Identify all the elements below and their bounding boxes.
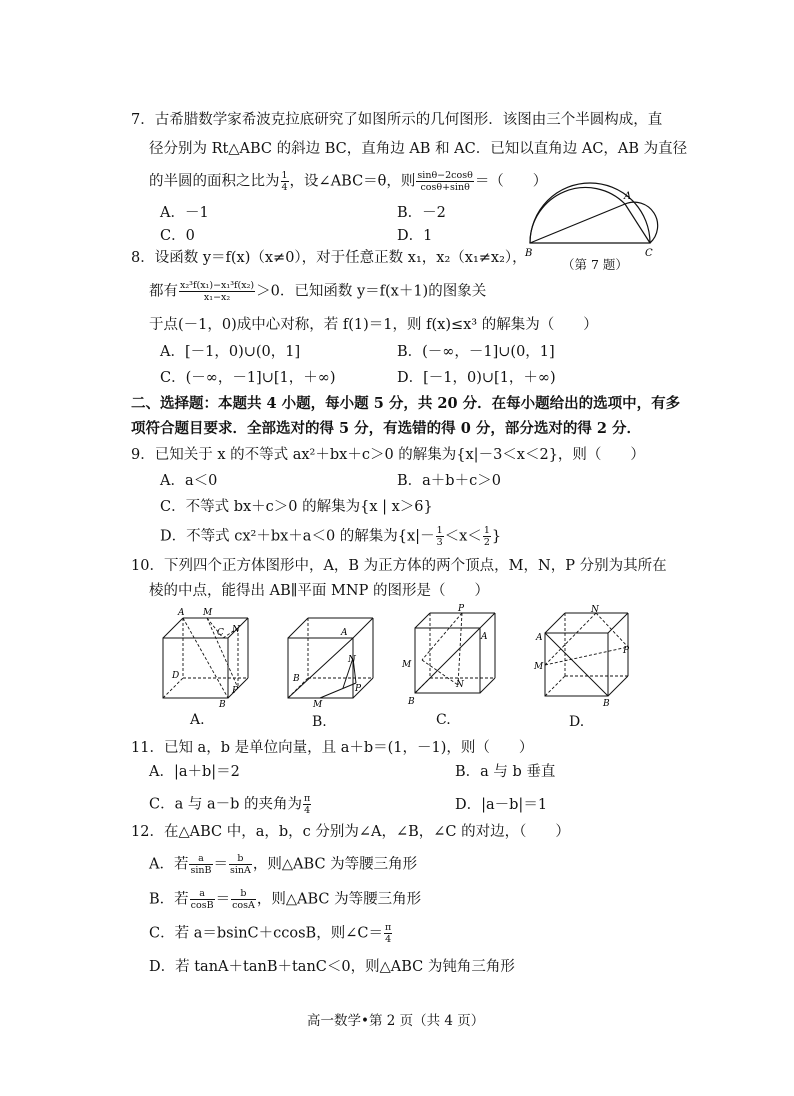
q10b-label-m: M [313,700,323,708]
q10-cube-d [530,603,640,708]
q8-line1: 8．设函数 y＝f(x)（x≠0），对于任意正数 x₁，x₂（x₁≠x₂）， [131,250,527,266]
q10a-label-d: D [172,671,180,681]
q11-option-c: C．a 与 a－b 的夹角为 $\frac{\pi}{4}$ [149,793,311,816]
q10-caption-b: B. [312,714,327,730]
q9-line1: 9．已知关于 x 的不等式 ax²＋bx＋c＞0 的解集为{x|－3＜x＜2}，则（ ） [131,447,645,463]
q7-expression-fraction: $\frac{\sin\theta-2\cos\theta}{\cos\theta+\sin\theta}$ [417,170,473,193]
section2-line2: 项符合题目要求．全部选对的得 5 分，有选错的得 0 分，部分选对的得 2 分． [131,420,642,437]
q11-c-fraction: $\frac{\pi}{4}$ [304,793,311,816]
q12-option-a: A．若 $\frac{a}{\sin B}$ ＝ $\frac{b}{\sin A}$ ，则△ABC 为等腰三角形 [149,853,418,876]
q10-line1: 10．下列四个正方体图形中，A，B 为正方体的两个顶点，M，N，P 分别为其所在 [131,558,667,574]
q12-a-fraction-2: $\frac{b}{\sin A}$ [230,853,251,876]
q10d-label-a: A [536,633,543,643]
q11-option-d: D．|a－b|＝1 [455,797,548,813]
q7-option-d: D．1 [397,228,433,244]
q10a-label-c: C [217,628,224,638]
q12-c-fraction: $\frac{\pi}{4}$ [384,922,392,945]
q7-label-a: A [624,191,632,202]
q12-b-fraction-1: $\frac{a}{\cos B}$ [190,888,214,911]
q9-d-fraction-1: $\frac{1}{3}$ [436,525,443,548]
q10a-label-m: M [203,608,213,618]
q11-option-b: B．a 与 b 垂直 [455,764,556,780]
q10-caption-c: C. [436,712,451,728]
page-footer: 高一数学•第 2 页（共 4 页） [307,1013,485,1029]
q11-line1: 11．已知 a，b 是单位向量，且 a＋b＝(1，－1)，则（ ） [131,740,534,756]
q10c-label-b: B [408,697,415,707]
q7-figure-caption: （第 7 题） [562,257,628,272]
q10c-label-p: P [458,604,465,614]
q7-option-b: B．－2 [397,205,446,221]
q11-option-a: A．|a＋b|＝2 [149,764,240,780]
q10b-label-n: N [348,655,356,665]
q9-option-b: B．a＋b＋c＞0 [397,473,501,489]
q12-a-fraction-1: $\frac{a}{\sin B}$ [190,853,212,876]
q7-semicircle-figure [520,165,670,265]
q9-option-d: D．不等式 cx²＋bx＋a＜0 的解集为{x|－ $\frac{1}{3}$ ＜x＜ $\frac{1}{2}$ } [160,525,502,548]
q12-option-d: D．若 tanA＋tanB＋tanC＜0，则△ABC 为钝角三角形 [149,959,515,975]
q10a-label-b: B [219,700,226,708]
q9-option-a: A．a＜0 [160,473,218,489]
q7-line1: 7．古希腊数学家希波克拉底研究了如图所示的几何图形．该图由三个半圆构成，直 [131,112,663,128]
q10c-label-a: A [481,632,488,642]
q8-line3: 于点(－1，0)成中心对称，若 f(1)＝1，则 f(x)≤x³ 的解集为（ ） [149,317,598,333]
q8-option-c: C．(－∞，－1]∪[1，＋∞) [160,370,336,386]
q10-cube-a [155,603,255,708]
q10b-label-p: P [355,684,362,694]
q10a-label-a: A [178,608,185,618]
q7-label-c: C [645,248,653,259]
q7-option-a: A．－1 [160,205,209,221]
q10a-label-p: P [232,686,239,696]
q7-ratio-fraction: $\frac{1}{4}$ [281,170,288,193]
q7-line2: 径分别为 Rt△ABC 的斜边 BC，直角边 AB 和 AC．已知以直角边 AC，AB 为直径 [149,141,688,157]
q9-d-fraction-2: $\frac{1}{2}$ [483,525,490,548]
q10-caption-d: D. [569,714,585,730]
q10a-label-n: N [232,625,240,635]
q8-condition-fraction: $\frac{\text{x₂³f(x₁)−x₁³f(x₂)}}{\text{x₁−x₂}}$ [180,280,255,303]
q12-option-b: B．若 $\frac{a}{\cos B}$ ＝ $\frac{b}{\cos A}$ ，则△ABC 为等腰三角形 [149,888,422,911]
q8-option-b: B．(－∞，－1]∪(0，1] [397,344,555,360]
q10c-label-m: M [402,660,412,670]
q12-line1: 12．在△ABC 中，a，b，c 分别为∠A，∠B，∠C 的对边，（ ） [131,824,570,840]
q12-b-fraction-2: $\frac{b}{\cos A}$ [232,888,255,911]
q8-option-a: A．[－1，0)∪(0，1] [160,344,301,360]
q10-cube-b [280,603,380,708]
q7-line3: 的半圆的面积之比为 $\frac{1}{4}$ ，设∠ABC＝θ，则 $\frac{\sin\theta-2\cos\theta}{\cos\theta+\sin\theta}$ ＝（ ） [149,170,548,193]
q12-option-c: C．若 a＝bsinC＋ccosB，则∠C＝ $\frac{\pi}{4}$ [149,922,392,945]
q8-option-d: D．[－1，0)∪[1，＋∞) [397,370,556,386]
section2-line1: 二、选择题：本题共 4 小题，每小题 5 分，共 20 分．在每小题给出的选项中，有多 [131,395,681,412]
q10-cube-c [400,603,500,708]
q10-line2: 棱的中点，能得出 AB∥平面 MNP 的图形是（ ） [149,583,489,599]
q7-option-c: C．0 [160,228,195,244]
q10d-label-p: P [623,646,630,656]
q10-caption-a: A. [190,712,205,728]
q10b-label-b: B [293,674,300,684]
q8-line2: 都有 $\frac{\text{x₂³f(x₁)−x₁³f(x₂)}}{\text{x₁−x₂}}$ ＞0．已知函数 y＝f(x＋1)的图象关 [149,280,487,303]
q10c-label-n: N [456,680,464,690]
q9-option-c: C．不等式 bx＋c＞0 的解集为{x | x＞6} [160,499,433,515]
q10d-label-b: B [603,699,610,708]
q10d-label-m: M [534,662,544,672]
q7-label-b: B [525,248,533,259]
q10b-label-a: A [341,628,348,638]
q10d-label-n: N [591,605,599,615]
